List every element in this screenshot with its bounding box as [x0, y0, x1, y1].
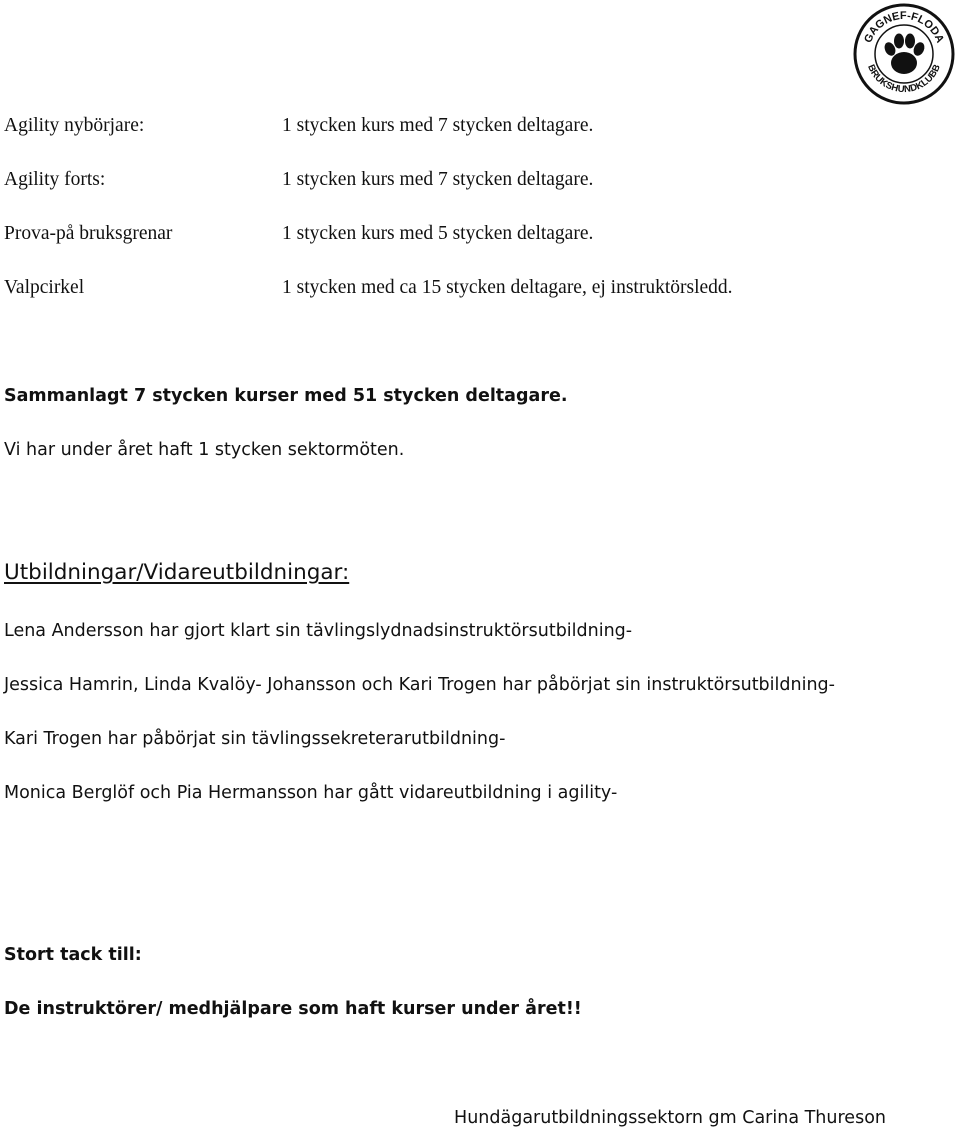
education-item: Jessica Hamrin, Linda Kvalöy- Johansson och Kari Trogen har påbörjat sin instruktörsutbildning-	[4, 675, 835, 695]
club-logo	[853, 3, 955, 105]
course-name: Valpcirkel	[4, 277, 85, 298]
thanks-heading: Stort tack till:	[4, 945, 142, 965]
course-name: Prova-på bruksgrenar	[4, 223, 173, 244]
education-item: Kari Trogen har påbörjat sin tävlingssekreterarutbildning-	[4, 729, 506, 749]
signature: Hundägarutbildningssektorn gm Carina Thureson	[454, 1108, 886, 1128]
logo-top-text: GAGNEF-FLODA	[862, 9, 946, 45]
course-description: 1 stycken kurs med 7 stycken deltagare.	[282, 115, 594, 136]
thanks-text: De instruktörer/ medhjälpare som haft kurser under året!!	[4, 999, 582, 1019]
education-heading: Utbildningar/Vidareutbildningar:	[4, 560, 350, 585]
summary-meetings: Vi har under året haft 1 stycken sektormöten.	[4, 440, 405, 460]
education-item: Monica Berglöf och Pia Hermansson har gått vidareutbildning i agility-	[4, 783, 618, 803]
course-description: 1 stycken med ca 15 stycken deltagare, ej instruktörsledd.	[282, 277, 733, 298]
course-name: Agility forts:	[4, 169, 106, 190]
logo-bottom-text: BRUKSHUNDKLUBB	[865, 62, 943, 96]
course-description: 1 stycken kurs med 7 stycken deltagare.	[282, 169, 594, 190]
summary-total: Sammanlagt 7 stycken kurser med 51 stycken deltagare.	[4, 386, 568, 406]
course-description: 1 stycken kurs med 5 stycken deltagare.	[282, 223, 594, 244]
course-name: Agility nybörjare:	[4, 115, 145, 136]
education-item: Lena Andersson har gjort klart sin tävlingslydnadsinstruktörsutbildning-	[4, 621, 633, 641]
